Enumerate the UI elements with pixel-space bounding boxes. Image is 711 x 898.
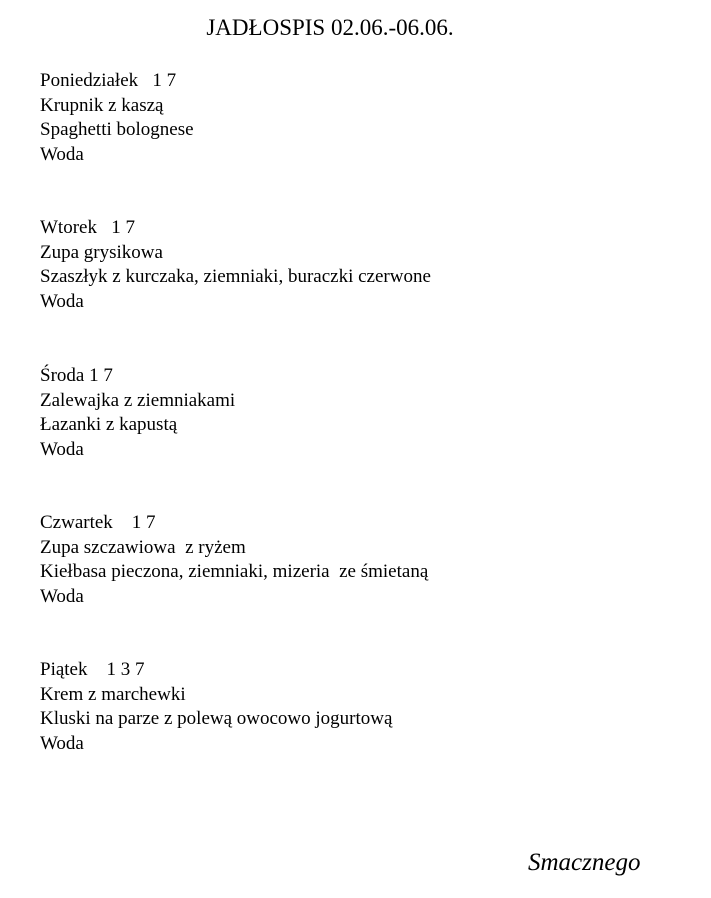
main-dish-item: Spaghetti bolognese bbox=[40, 119, 194, 140]
main-dish-item: Kiełbasa pieczona, ziemniaki, mizeria ze śmietaną bbox=[40, 561, 429, 582]
day-heading: Środa 1 7 bbox=[40, 365, 113, 386]
closing-note: Smacznego bbox=[528, 849, 641, 876]
drink-item: Woda bbox=[40, 143, 84, 165]
drink-item: Woda bbox=[40, 585, 84, 607]
main-dish-item: Kluski na parze z polewą owocowo jogurtową bbox=[40, 708, 393, 729]
day-heading: Poniedziałek 1 7 bbox=[40, 70, 177, 91]
day-wednesday bbox=[40, 364, 235, 462]
day-heading: Czwartek 1 7 bbox=[40, 512, 156, 533]
soup-item: Zupa szczawiowa z ryżem bbox=[40, 536, 246, 558]
day-friday bbox=[40, 658, 392, 756]
soup-item: Krupnik z kaszą bbox=[40, 94, 164, 116]
day-heading: Wtorek 1 7 bbox=[40, 217, 135, 238]
day-heading: Piątek 1 3 7 bbox=[40, 659, 145, 680]
soup-item: Krem z marchewki bbox=[40, 683, 186, 705]
main-dish-item: Szaszłyk z kurczaka, ziemniaki, buraczki czerwone bbox=[40, 266, 431, 287]
day-thursday bbox=[40, 511, 428, 609]
drink-item: Woda bbox=[40, 438, 84, 460]
main-dish-item: Łazanki z kapustą bbox=[40, 414, 178, 435]
day-monday bbox=[40, 69, 194, 167]
soup-item: Zupa grysikowa bbox=[40, 241, 163, 263]
drink-item: Woda bbox=[40, 290, 84, 312]
drink-item: Woda bbox=[40, 732, 84, 754]
soup-item: Zalewajka z ziemniakami bbox=[40, 389, 236, 411]
menu-title: JADŁOSPIS 02.06.-06.06. bbox=[206, 15, 454, 40]
day-tuesday bbox=[40, 216, 431, 314]
